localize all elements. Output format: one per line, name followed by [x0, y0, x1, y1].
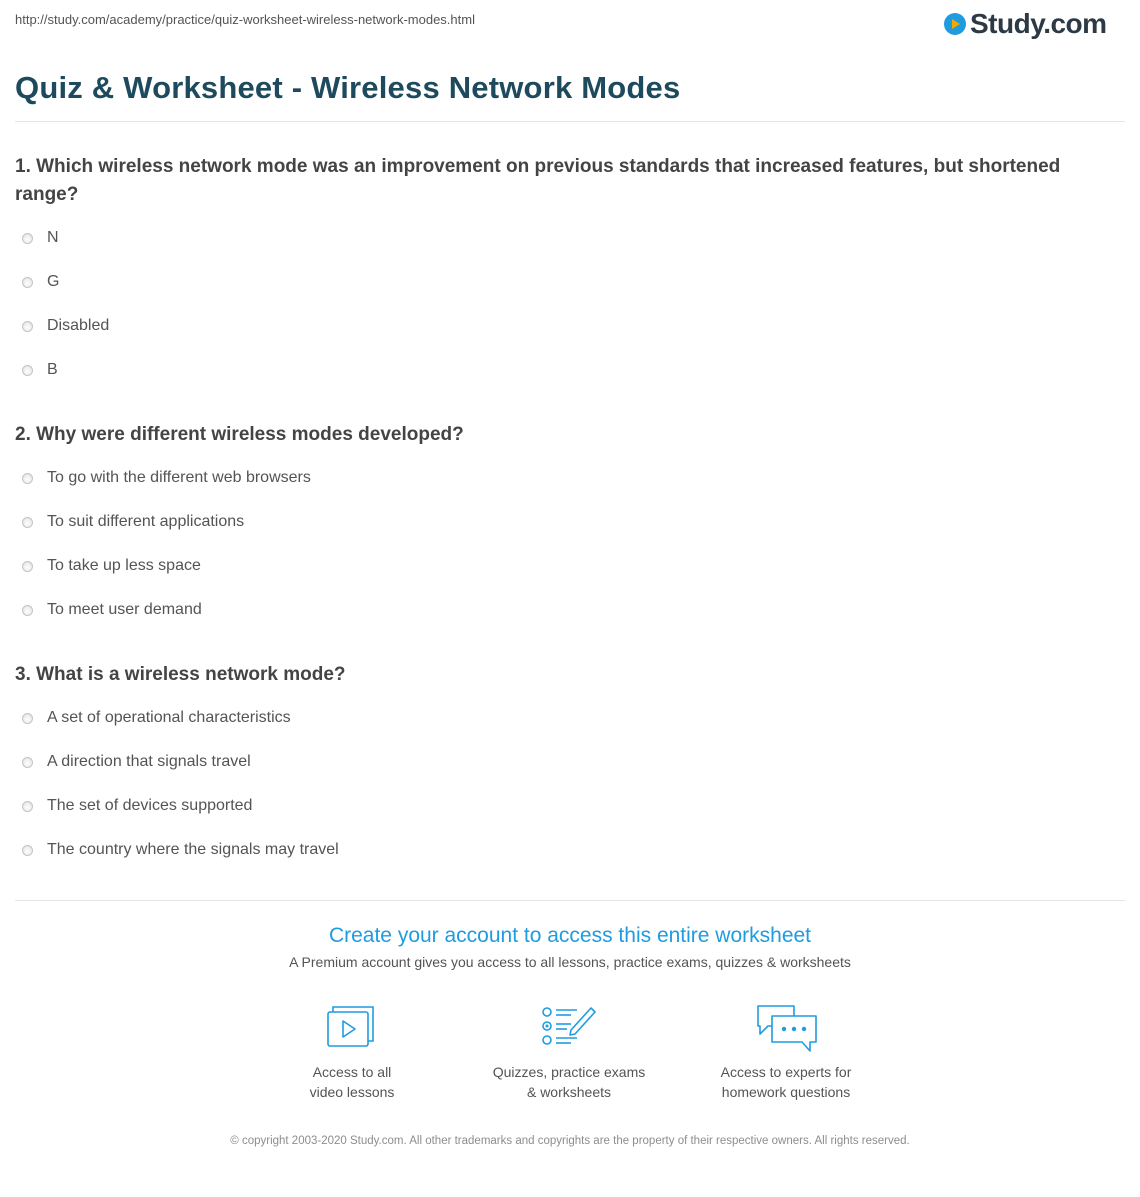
answer-label: The set of devices supported — [47, 797, 253, 814]
answer-option[interactable] — [22, 740, 339, 784]
feature-quizzes — [469, 1004, 669, 1102]
question-2: 2. Why were different wireless modes developed? — [15, 424, 464, 445]
answer-list-3 — [22, 696, 339, 872]
answer-label: To meet user demand — [47, 601, 202, 618]
copyright-notice: © copyright 2003-2020 Study.com. All other trademarks and copyrights are the property of their respective owners. All rights reserved. — [230, 1135, 910, 1147]
answer-option[interactable] — [22, 216, 109, 260]
answer-label: A direction that signals travel — [47, 753, 251, 770]
title-divider — [15, 121, 1125, 122]
answer-label: The country where the signals may travel — [47, 841, 339, 858]
feature-label: Access to experts for homework questions — [720, 1064, 852, 1100]
radio-button[interactable] — [22, 713, 33, 724]
video-lessons-icon — [326, 1004, 378, 1048]
question-3: 3. What is a wireless network mode? — [15, 664, 346, 685]
feature-video-lessons — [252, 1004, 452, 1102]
radio-button[interactable] — [22, 277, 33, 288]
radio-button[interactable] — [22, 801, 33, 812]
create-account-link[interactable]: Create your account to access this entire worksheet — [328, 924, 812, 947]
page-url: http://study.com/academy/practice/quiz-worksheet-wireless-network-modes.html — [15, 12, 475, 27]
radio-button[interactable] — [22, 845, 33, 856]
answer-option[interactable] — [22, 784, 339, 828]
answer-option[interactable] — [22, 500, 311, 544]
answer-label: B — [47, 361, 58, 378]
answer-label: A set of operational characteristics — [47, 709, 291, 726]
radio-button[interactable] — [22, 561, 33, 572]
page-title: Quiz & Worksheet - Wireless Network Modes — [15, 70, 681, 105]
answer-option[interactable] — [22, 304, 109, 348]
answer-list-2 — [22, 456, 311, 632]
study-logo[interactable] — [944, 8, 1107, 40]
question-1: 1. Which wireless network mode was an improvement on previous standards that increased features, but shortened range? — [15, 156, 1061, 205]
cta-divider — [15, 900, 1125, 901]
answer-option[interactable] — [22, 456, 311, 500]
radio-button[interactable] — [22, 605, 33, 616]
answer-label: To go with the different web browsers — [47, 469, 311, 486]
answer-option[interactable] — [22, 828, 339, 872]
answer-label: Disabled — [47, 317, 110, 334]
radio-button[interactable] — [22, 473, 33, 484]
quiz-checklist-icon — [541, 1004, 597, 1048]
answer-label: To suit different applications — [47, 513, 245, 530]
radio-button[interactable] — [22, 757, 33, 768]
chat-bubbles-icon — [754, 1004, 818, 1054]
answer-option[interactable] — [22, 348, 109, 392]
radio-button[interactable] — [22, 517, 33, 528]
answer-option[interactable] — [22, 696, 339, 740]
answer-list-1 — [22, 216, 109, 392]
feature-label: Access to all video lessons — [309, 1064, 395, 1100]
logo-text: Study.com — [970, 8, 1107, 39]
answer-label: N — [47, 229, 59, 246]
feature-experts — [686, 1004, 886, 1102]
answer-label: G — [47, 273, 60, 290]
cta-subtitle: A Premium account gives you access to all lessons, practice exams, quizzes & worksheets — [289, 954, 851, 970]
play-circle-icon — [944, 13, 966, 35]
feature-label: Quizzes, practice exams & worksheets — [492, 1064, 646, 1100]
radio-button[interactable] — [22, 365, 33, 376]
answer-option[interactable] — [22, 588, 311, 632]
radio-button[interactable] — [22, 321, 33, 332]
answer-label: To take up less space — [47, 557, 201, 574]
answer-option[interactable] — [22, 544, 311, 588]
answer-option[interactable] — [22, 260, 109, 304]
radio-button[interactable] — [22, 233, 33, 244]
